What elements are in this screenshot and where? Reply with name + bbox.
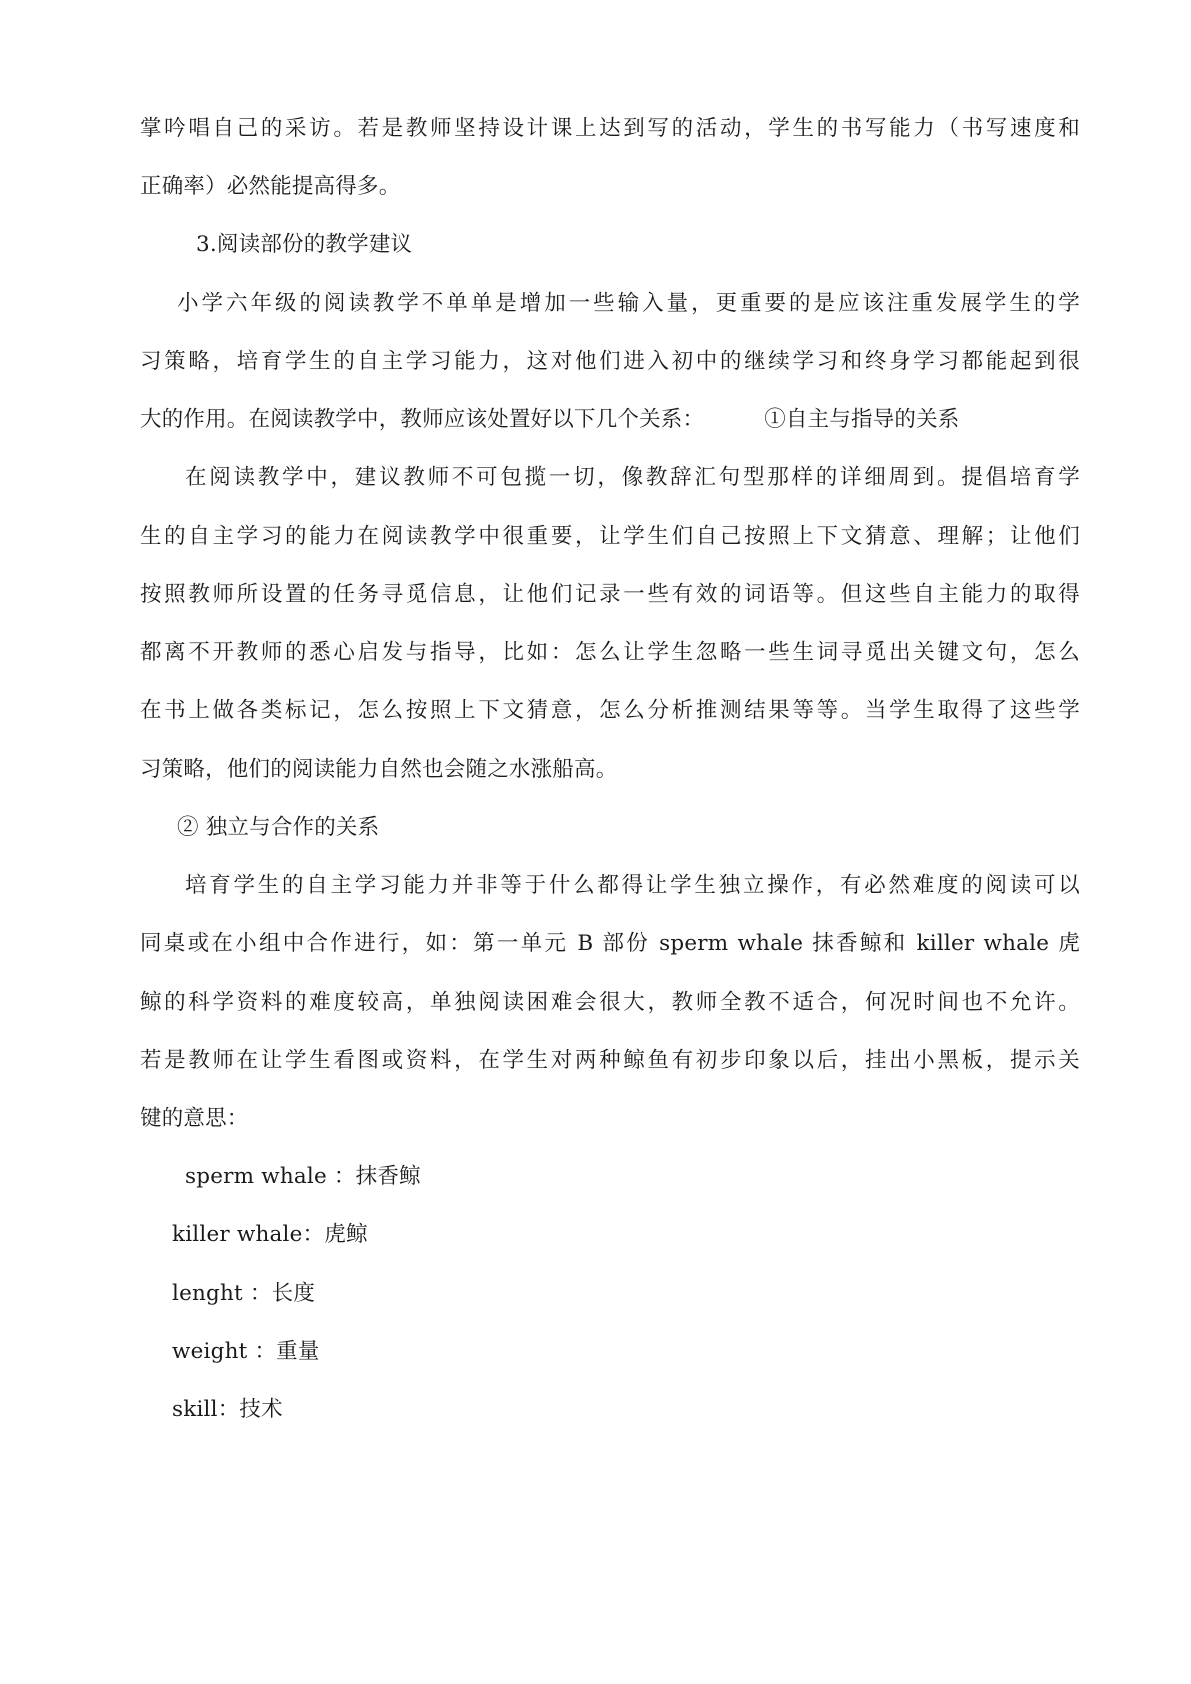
paragraph-line: 同桌或在小组中合作进行，如：第一单元 B 部份 sperm whale 抹香鲸和 killer whale 虎 [140,931,1080,956]
paragraph-line: 在阅读教学中，建议教师不可包揽一切，像教辞汇句型那样的详细周到。提倡培育学 [185,465,1080,490]
paragraph-text: 大的作用。在阅读教学中，教师应该处置好以下几个关系： [140,407,705,432]
paragraph-line: 小学六年级的阅读教学不单单是增加一些输入量，更重要的是应该注重发展学生的学 [177,291,1080,316]
paragraph-line: 培育学生的自主学习能力并非等于什么都得让学生独立操作，有必然难度的阅读可以 [185,873,1080,898]
paragraph-line: 生的自主学习的能力在阅读教学中很重要，让学生们自己按照上下文猜意、理解；让他们 [140,524,1080,549]
vocab-item: sperm whale ：抹香鲸 [185,1164,421,1189]
paragraph-line: 键的意思： [140,1106,249,1131]
vocab-item: killer whale：虎鲸 [172,1222,368,1247]
paragraph-line: 在书上做各类标记，怎么按照上下文猜意，怎么分析推测结果等等。当学生取得了这些学 [140,698,1080,723]
vocab-item: lenght ：长度 [172,1281,316,1306]
paragraph-line: 若是教师在让学生看图或资料，在学生对两种鲸鱼有初步印象以后，挂出小黑板，提示关 [140,1048,1080,1073]
section-heading: 3.阅读部份的教学建议 [196,232,413,257]
paragraph-line: 习策略，他们的阅读能力自然也会随之水涨船高。 [140,757,618,782]
paragraph-line: 习策略，培育学生的自主学习能力，这对他们进入初中的继续学习和终身学习都能起到很 [140,349,1080,374]
paragraph-line: 正确率）必然能提高得多。 [140,174,401,199]
vocab-item: skill：技术 [172,1397,283,1422]
paragraph-line: 按照教师所设置的任务寻觅信息，让他们记录一些有效的词语等。但这些自主能力的取得 [140,582,1080,607]
paragraph-line [140,405,1080,435]
subheading-independence-cooperation: ② 独立与合作的关系 [177,815,380,840]
paragraph-line: 鲸的科学资料的难度较高，单独阅读困难会很大，教师全教不适合，何况时间也不允许。 [140,990,1080,1015]
paragraph-line: 都离不开教师的悉心启发与指导，比如：怎么让学生忽略一些生词寻觅出关键文句，怎么 [140,640,1080,665]
vocab-item: weight ：重量 [172,1339,320,1364]
paragraph-line: 掌吟唱自己的采访。若是教师坚持设计课上达到写的活动，学生的书写能力（书写速度和 [140,116,1080,141]
subheading-autonomy-guidance: ①自主与指导的关系 [764,407,960,432]
